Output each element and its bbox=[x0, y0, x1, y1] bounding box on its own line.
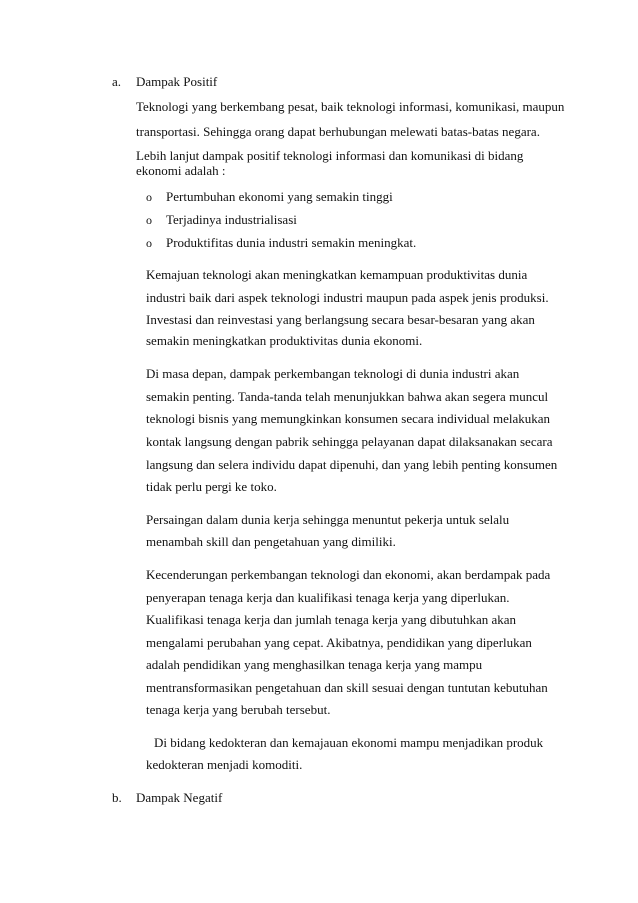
text-line: tenaga kerja yang berubah tersebut. bbox=[146, 702, 331, 717]
text-line: teknologi bisnis yang memungkinkan konsumen secara individual melakukan bbox=[146, 411, 551, 426]
text-line: langsung dan selera individu dapat dipenuhi, dan yang lebih penting konsumen bbox=[146, 457, 558, 472]
text-line: Di bidang kedokteran dan kemajauan ekonomi mampu menjadikan produk bbox=[154, 735, 544, 750]
text-line: Investasi dan reinvestasi yang berlangsung secara besar-besaran yang akan bbox=[146, 312, 535, 327]
section-b-title: Dampak Negatif bbox=[136, 790, 223, 805]
text-line: Lebih lanjut dampak positif teknologi informasi dan komunikasi di bidang bbox=[136, 148, 524, 163]
text-line: Kualifikasi tenaga kerja dan jumlah tenaga kerja yang dibutuhkan akan bbox=[146, 612, 516, 627]
section-a-marker: a. bbox=[112, 74, 122, 89]
list-item: Pertumbuhan ekonomi yang semakin tinggi bbox=[166, 189, 393, 204]
text-line: menambah skill dan pengetahuan yang dimiliki. bbox=[146, 534, 396, 549]
text-line: Kemajuan teknologi akan meningkatkan kemampuan produktivitas dunia bbox=[146, 267, 528, 282]
section-a-title: Dampak Positif bbox=[136, 74, 218, 89]
text-line: penyerapan tenaga kerja dan kualifikasi tenaga kerja yang diperlukan. bbox=[146, 590, 510, 605]
text-line: semakin meningkatkan produktivitas dunia ekonomi. bbox=[146, 333, 423, 348]
text-line: Teknologi yang berkembang pesat, baik teknologi informasi, komunikasi, maupun bbox=[136, 99, 565, 114]
text-line: Di masa depan, dampak perkembangan teknologi di dunia industri akan bbox=[146, 366, 520, 381]
text-line: mengalami perubahan yang cepat. Akibatnya, pendidikan yang diperlukan bbox=[146, 635, 532, 650]
section-b-marker: b. bbox=[112, 790, 122, 805]
text-line: semakin penting. Tanda-tanda telah menunjukkan bahwa akan segera muncul bbox=[146, 389, 549, 404]
text-line: adalah pendidikan yang menghasilkan tenaga kerja yang mampu bbox=[146, 657, 483, 672]
text-line: ekonomi adalah : bbox=[136, 163, 226, 178]
text-line: mentransformasikan pengetahuan dan skill sesuai dengan tuntutan kebutuhan bbox=[146, 680, 548, 695]
list-item: Terjadinya industrialisasi bbox=[166, 212, 297, 227]
text-line: Kecenderungan perkembangan teknologi dan ekonomi, akan berdampak pada bbox=[146, 567, 551, 582]
text-line: tidak perlu pergi ke toko. bbox=[146, 479, 277, 494]
text-line: kontak langsung dengan pabrik sehingga pelayanan dapat dilaksanakan secara bbox=[146, 434, 553, 449]
bullet-icon: o bbox=[146, 190, 152, 204]
text-line: industri baik dari aspek teknologi industri maupun pada aspek jenis produksi. bbox=[146, 290, 549, 305]
text-line: Persaingan dalam dunia kerja sehingga menuntut pekerja untuk selalu bbox=[146, 512, 510, 527]
text-line: transportasi. Sehingga orang dapat berhubungan melewati batas-batas negara. bbox=[136, 124, 540, 139]
bullet-icon: o bbox=[146, 236, 152, 250]
list-item: Produktifitas dunia industri semakin meningkat. bbox=[166, 235, 417, 250]
bullet-icon: o bbox=[146, 213, 152, 227]
text-line: kedokteran menjadi komoditi. bbox=[146, 757, 303, 772]
